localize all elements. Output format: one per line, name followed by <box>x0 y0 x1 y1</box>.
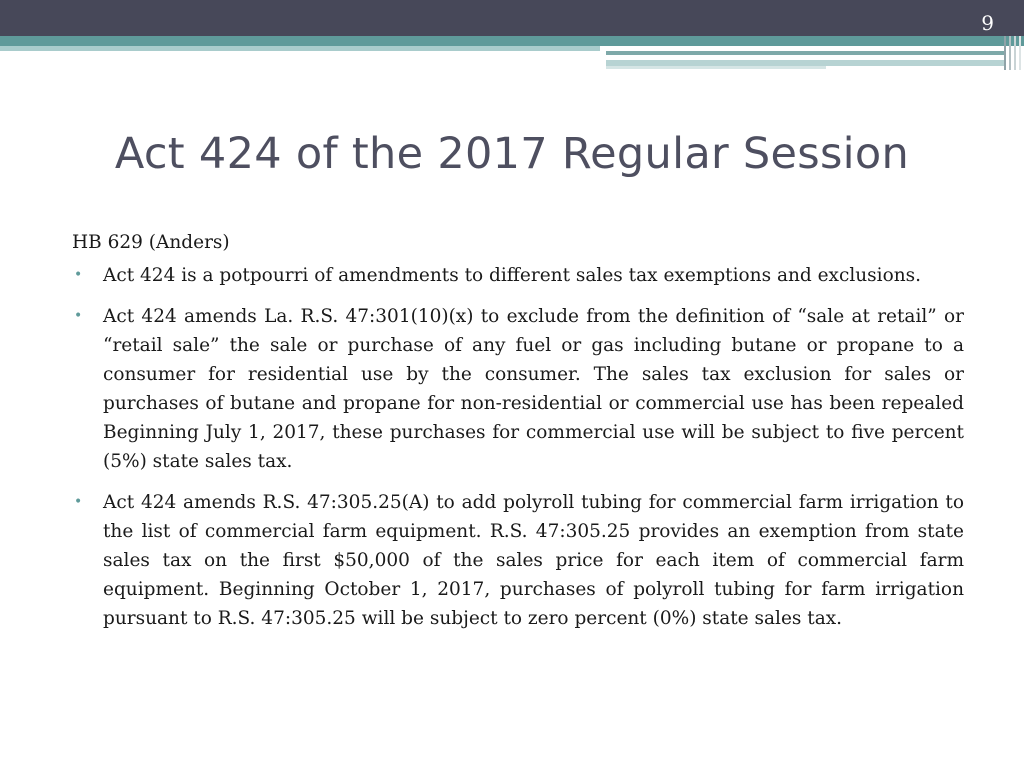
slide-title: Act 424 of the 2017 Regular Session <box>114 129 910 179</box>
bullet-icon: • <box>74 308 83 324</box>
header-accent-bar <box>606 66 826 69</box>
bullet-item <box>72 302 964 476</box>
slide-number: 9 <box>981 11 994 35</box>
bullet-icon: • <box>74 267 83 283</box>
header-bar-teal-light <box>0 46 600 51</box>
bullet-icon: • <box>74 494 83 510</box>
bullet-list <box>72 261 964 633</box>
header-vertical-stripe <box>1004 36 1006 70</box>
bullet-item <box>72 488 964 633</box>
header-accent-bar <box>606 51 1004 55</box>
bullet-text: Act 424 amends La. R.S. 47:301(10)(x) to exclude from the definition of “sale at retail” or “retail sale” the sale or purchase of any fuel or gas including butane or propane to a consumer for residential use by the consumer. The sales tax exclusion for sales or purchases of butane and propane for non-residential or commercial use has been repealed Beginning July 1, 2017, these purchases for commercial use will be subject to five percent (5%) state sales tax. <box>103 306 964 472</box>
header-vertical-stripe <box>1009 36 1011 70</box>
header-vertical-stripe <box>1014 36 1016 70</box>
header-vertical-stripe <box>1019 36 1021 70</box>
bullet-text: Act 424 amends R.S. 47:305.25(A) to add polyroll tubing for commercial farm irrigation to the list of commercial farm equipment. R.S. 47:305.25 provides an exemption from state sales tax on the first $50,000 of the sales price for each item of commercial farm equipment. Beginning October 1, 2017, purchases of polyroll tubing for farm irrigation pursuant to R.S. 47:305.25 will be subject to zero percent (0%) state sales tax. <box>103 492 964 629</box>
slide-content <box>72 228 964 645</box>
bullet-text: Act 424 is a potpourri of amendments to different sales tax exemptions and exclusions. <box>103 265 922 286</box>
bullet-item <box>72 261 964 290</box>
header-bar-teal <box>0 36 1024 46</box>
bill-subheading: HB 629 (Anders) <box>72 232 230 253</box>
header-bar-dark <box>0 0 1024 36</box>
